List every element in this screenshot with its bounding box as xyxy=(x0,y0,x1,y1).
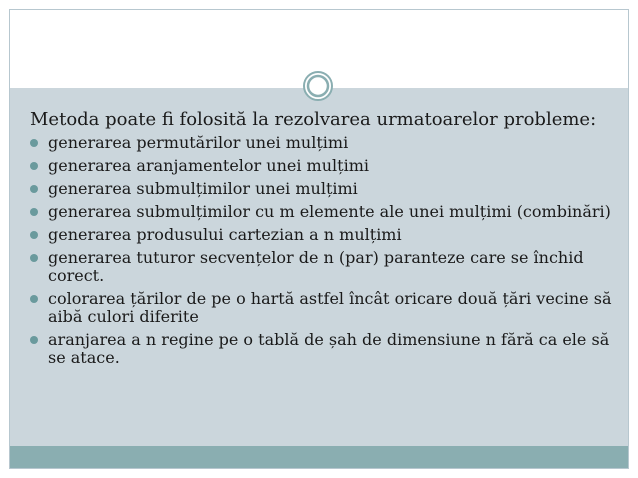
intro-text: Metoda poate fi folosită la rezolvarea urmatoarelor probleme: xyxy=(30,109,597,130)
list-item-text: colorarea țărilor de pe o hartă astfel încât oricare două țări vecine să aibă culori diferite xyxy=(48,289,612,326)
list-item xyxy=(28,331,618,367)
list-item xyxy=(28,226,618,244)
list-item-text: generarea submulțimilor cu m elemente ale unei mulțimi (combinări) xyxy=(48,202,611,221)
slide-footer-band xyxy=(10,446,628,469)
bullet-icon xyxy=(30,208,38,216)
list-item xyxy=(28,180,618,198)
list-item xyxy=(28,249,618,285)
list-item xyxy=(28,290,618,326)
list-item-text: aranjarea a n regine pe o tablă de șah de dimensiune n fără ca ele să se atace. xyxy=(48,330,610,367)
list-item xyxy=(28,157,618,175)
bullet-icon xyxy=(30,185,38,193)
circle-ornament-icon xyxy=(303,71,333,101)
problem-list xyxy=(28,134,618,367)
list-item-text: generarea aranjamentelor unei mulțimi xyxy=(48,156,369,175)
bullet-icon xyxy=(30,336,38,344)
list-item-text: generarea submulțimilor unei mulțimi xyxy=(48,179,358,198)
bullet-icon xyxy=(30,139,38,147)
list-item xyxy=(28,203,618,221)
list-item-text: generarea tuturor secvențelor de n (par) paranteze care se închid corect. xyxy=(48,248,584,285)
bullet-icon xyxy=(30,295,38,303)
slide xyxy=(9,9,629,469)
list-item xyxy=(28,134,618,152)
list-item-text: generarea permutărilor unei mulțimi xyxy=(48,133,349,152)
bullet-icon xyxy=(30,231,38,239)
bullet-icon xyxy=(30,254,38,262)
slide-body xyxy=(28,109,618,372)
list-item-text: generarea produsului cartezian a n mulțimi xyxy=(48,225,402,244)
bullet-icon xyxy=(30,162,38,170)
